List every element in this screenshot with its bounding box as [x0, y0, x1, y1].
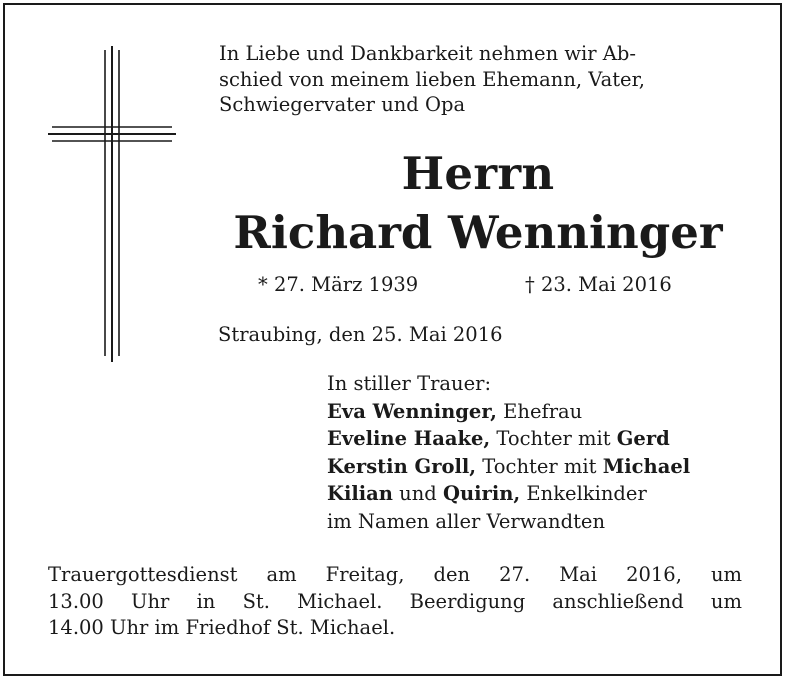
- mourner-name: Gerd: [616, 427, 670, 450]
- death-date: † 23. Mai 2016: [525, 273, 672, 296]
- mourner-line: [327, 453, 690, 481]
- mourner-line: [327, 398, 690, 426]
- mourner-relation: Tochter mit: [490, 427, 617, 450]
- mourner-name: Eveline Haake,: [327, 427, 491, 450]
- intro-line: In Liebe und Dankbarkeit nehmen wir Ab-: [219, 42, 636, 65]
- mourner-relation: Ehefrau: [496, 399, 583, 423]
- mourners-heading: In stiller Trauer:: [327, 372, 492, 395]
- mourner-name: Kilian: [327, 482, 393, 505]
- service-line: 14.00 Uhr im Friedhof St. Michael.: [48, 616, 396, 639]
- service-line: 13.00 Uhr in St. Michael. Beerdigung anschließend um: [48, 589, 742, 613]
- deceased-name: Richard Wenninger: [233, 206, 723, 259]
- mourner-line: [327, 425, 690, 453]
- service-line: Trauergottesdienst am Freitag, den 27. Mai 2016, um: [48, 563, 742, 586]
- intro-line: Schwiegervater und Opa: [219, 93, 466, 116]
- mourner-name: Eva Wenninger,: [327, 399, 497, 423]
- cross-icon: [48, 46, 176, 362]
- intro-line: schied von meinem lieben Ehemann, Vater,: [219, 67, 645, 91]
- salutation: Herrn: [401, 147, 555, 200]
- service-info: [48, 562, 742, 642]
- mourners-block: [327, 370, 690, 535]
- mourner-relation: Tochter mit: [476, 454, 603, 478]
- mourners-closing: im Namen aller Verwandten: [327, 509, 606, 533]
- intro-text: [219, 41, 759, 118]
- place-date: Straubing, den 25. Mai 2016: [218, 323, 503, 346]
- mourner-relation: Enkelkinder: [520, 482, 647, 505]
- mourner-relation: und: [392, 482, 443, 505]
- mourner-name: Kerstin Groll,: [327, 454, 477, 478]
- mourner-name: Michael: [602, 454, 691, 478]
- mourner-line: [327, 480, 690, 508]
- mourner-name: Quirin,: [442, 482, 521, 505]
- birth-date: * 27. März 1939: [258, 273, 419, 296]
